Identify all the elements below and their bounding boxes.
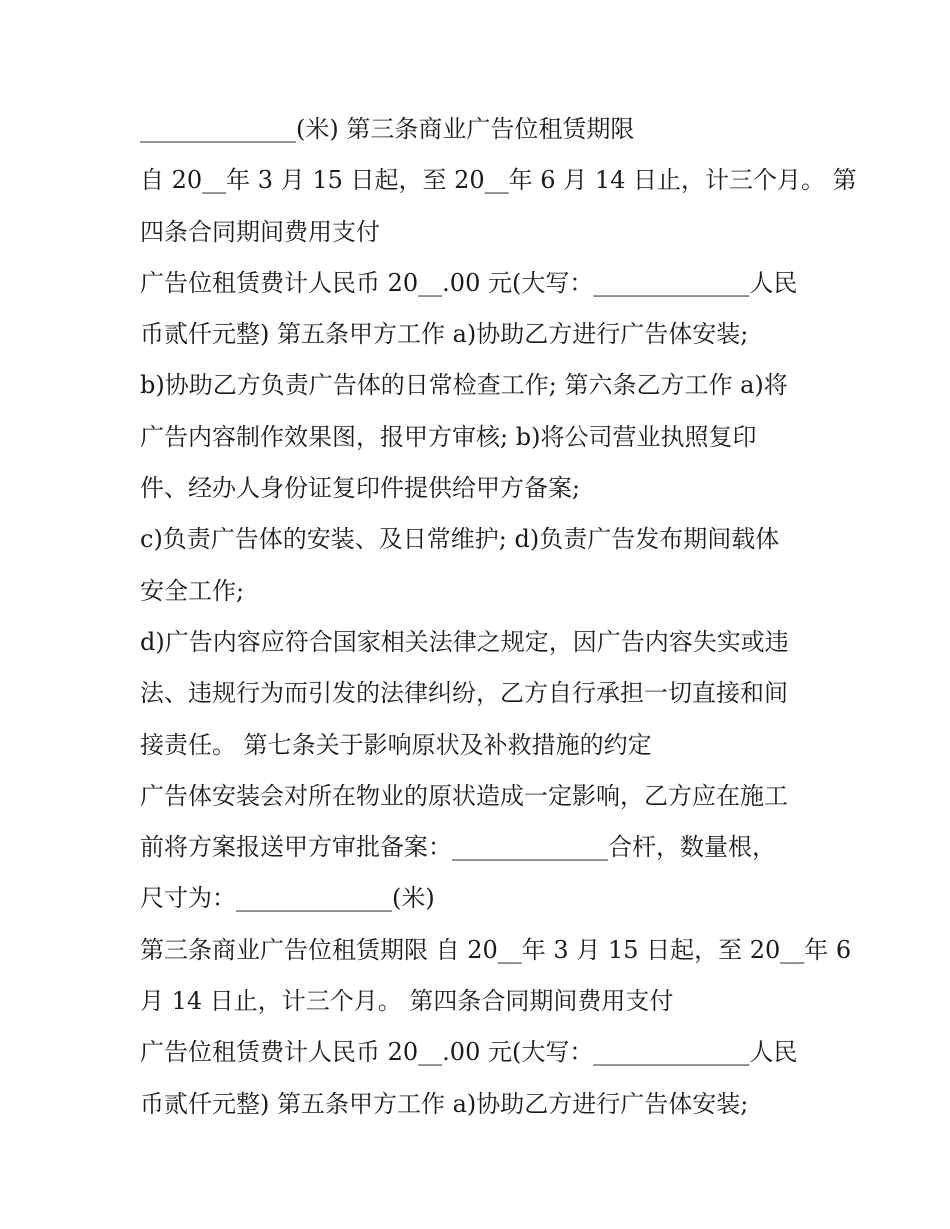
text-line: c)负责广告体的安装、及日常维护; d)负责广告发布期间载体 (140, 525, 780, 554)
text-line: 第三条商业广告位租赁期限 自 20__年 3 月 15 日起，至 20__年 6 (140, 935, 852, 964)
text-line: 广告位租赁费计人民币 20__.00 元(大写：_____________人民 (140, 268, 798, 297)
text-line: d)广告内容应符合国家相关法律之规定，因广告内容失实或违 (140, 627, 789, 656)
text-line: 安全工作; (140, 576, 245, 605)
text-line: 币贰仟元整) 第五条甲方工作 a)协助乙方进行广告体安装; (140, 320, 749, 349)
text-line: 广告体安装会对所在物业的原状造成一定影响，乙方应在施工 (140, 781, 788, 810)
text-line: 前将方案报送甲方审批备案：_____________合杆，数量根， (140, 833, 776, 862)
text-line: _____________(米) 第三条商业广告位租赁期限 (140, 115, 635, 143)
text-line: 件、经办人身份证复印件提供给甲方备案; (140, 474, 581, 503)
text-line: 尺寸为：_____________(米) (140, 884, 435, 913)
text-line: 月 14 日止，计三个月。 第四条合同期间费用支付 (140, 987, 674, 1016)
text-line: 四条合同期间费用支付 (140, 217, 380, 246)
text-line: 广告内容制作效果图，报甲方审核; b)将公司营业执照复印 (140, 422, 757, 451)
text-line: 法、违规行为而引发的法律纠纷，乙方自行承担一切直接和间 (140, 679, 788, 708)
text-line: 接责任。 第七条关于影响原状及补救措施的约定 (140, 730, 652, 759)
text-line: 自 20__年 3 月 15 日起，至 20__年 6 月 14 日止，计三个月。 第 (140, 166, 857, 195)
text-line: b)协助乙方负责广告体的日常检查工作; 第六条乙方工作 a)将 (140, 371, 788, 400)
text-line: 广告位租赁费计人民币 20__.00 元(大写：_____________人民 (140, 1038, 798, 1067)
text-line: 币贰仟元整) 第五条甲方工作 a)协助乙方进行广告体安装; (140, 1089, 749, 1118)
document-body (140, 104, 857, 1130)
